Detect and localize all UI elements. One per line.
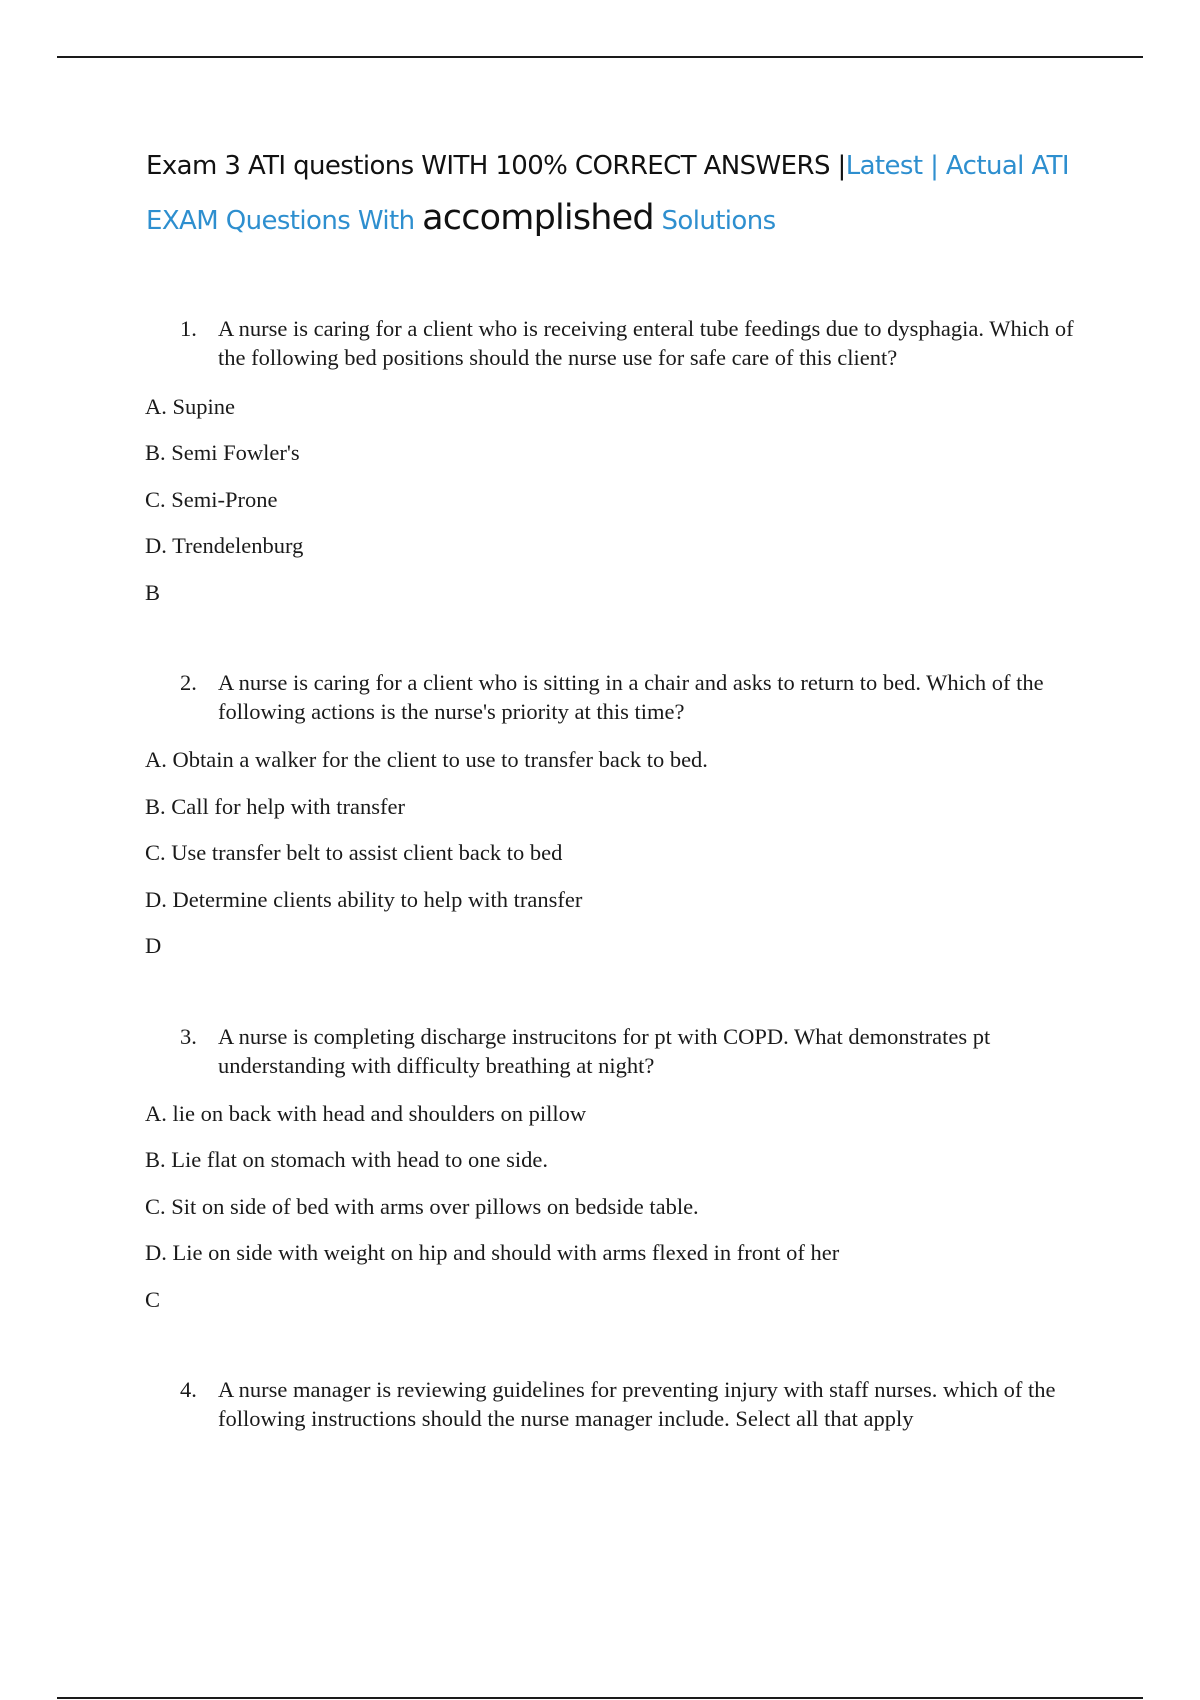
option-b: B. Semi Fowler's xyxy=(145,440,300,465)
question-number: 4. xyxy=(180,1377,197,1402)
option-a: A. Supine xyxy=(145,394,235,419)
option-d: D. Determine clients ability to help with transfer xyxy=(145,887,583,912)
title-part-5: Solutions xyxy=(661,206,776,236)
title-part-4: accomplished xyxy=(422,198,654,238)
document-title xyxy=(146,140,1106,247)
question-text: A nurse is completing discharge instrucitons for pt with COPD. What demonstrates pt understanding with difficulty breathing at night? xyxy=(218,1024,991,1078)
question-number: 3. xyxy=(180,1024,197,1049)
bottom-rule xyxy=(57,1697,1143,1699)
question-stem xyxy=(180,1022,1100,1080)
option-a: A. lie on back with head and shoulders on pillow xyxy=(145,1101,587,1126)
answer: C xyxy=(145,1287,161,1312)
question-stem xyxy=(180,314,1100,372)
option-c: C. Use transfer belt to assist client back to bed xyxy=(145,840,563,865)
question-number: 1. xyxy=(180,316,197,341)
top-rule xyxy=(57,56,1143,58)
question-text: A nurse is caring for a client who is receiving enteral tube feedings due to dysphagia. Which of the following bed positions should the nurse use for safe care of this client? xyxy=(218,316,1074,370)
option-d: D. Trendelenburg xyxy=(145,533,304,558)
option-a: A. Obtain a walker for the client to use to transfer back to bed. xyxy=(145,747,708,772)
question-text: A nurse is caring for a client who is sitting in a chair and asks to return to bed. Which of the following actions is the nurse's priority at this time? xyxy=(218,670,1044,724)
option-d: D. Lie on side with weight on hip and should with arms flexed in front of her xyxy=(145,1240,840,1265)
option-c: C. Sit on side of bed with arms over pillows on bedside table. xyxy=(145,1194,699,1219)
title-part-2: Latest | Actual ATI xyxy=(845,151,1069,181)
question-text: A nurse manager is reviewing guidelines for preventing injury with staff nurses. which of the following instructions should the nurse manager include. Select all that apply xyxy=(218,1377,1056,1431)
question-stem xyxy=(180,668,1100,726)
answer: B xyxy=(145,580,161,605)
title-part-3: EXAM Questions With xyxy=(146,206,415,236)
option-b: B. Call for help with transfer xyxy=(145,794,405,819)
option-b: B. Lie flat on stomach with head to one side. xyxy=(145,1147,549,1172)
answer: D xyxy=(145,933,162,958)
question-number: 2. xyxy=(180,670,197,695)
title-part-1: Exam 3 ATI questions WITH 100% CORRECT ANSWERS | xyxy=(146,151,846,181)
option-c: C. Semi-Prone xyxy=(145,487,278,512)
question-stem xyxy=(180,1375,1100,1433)
